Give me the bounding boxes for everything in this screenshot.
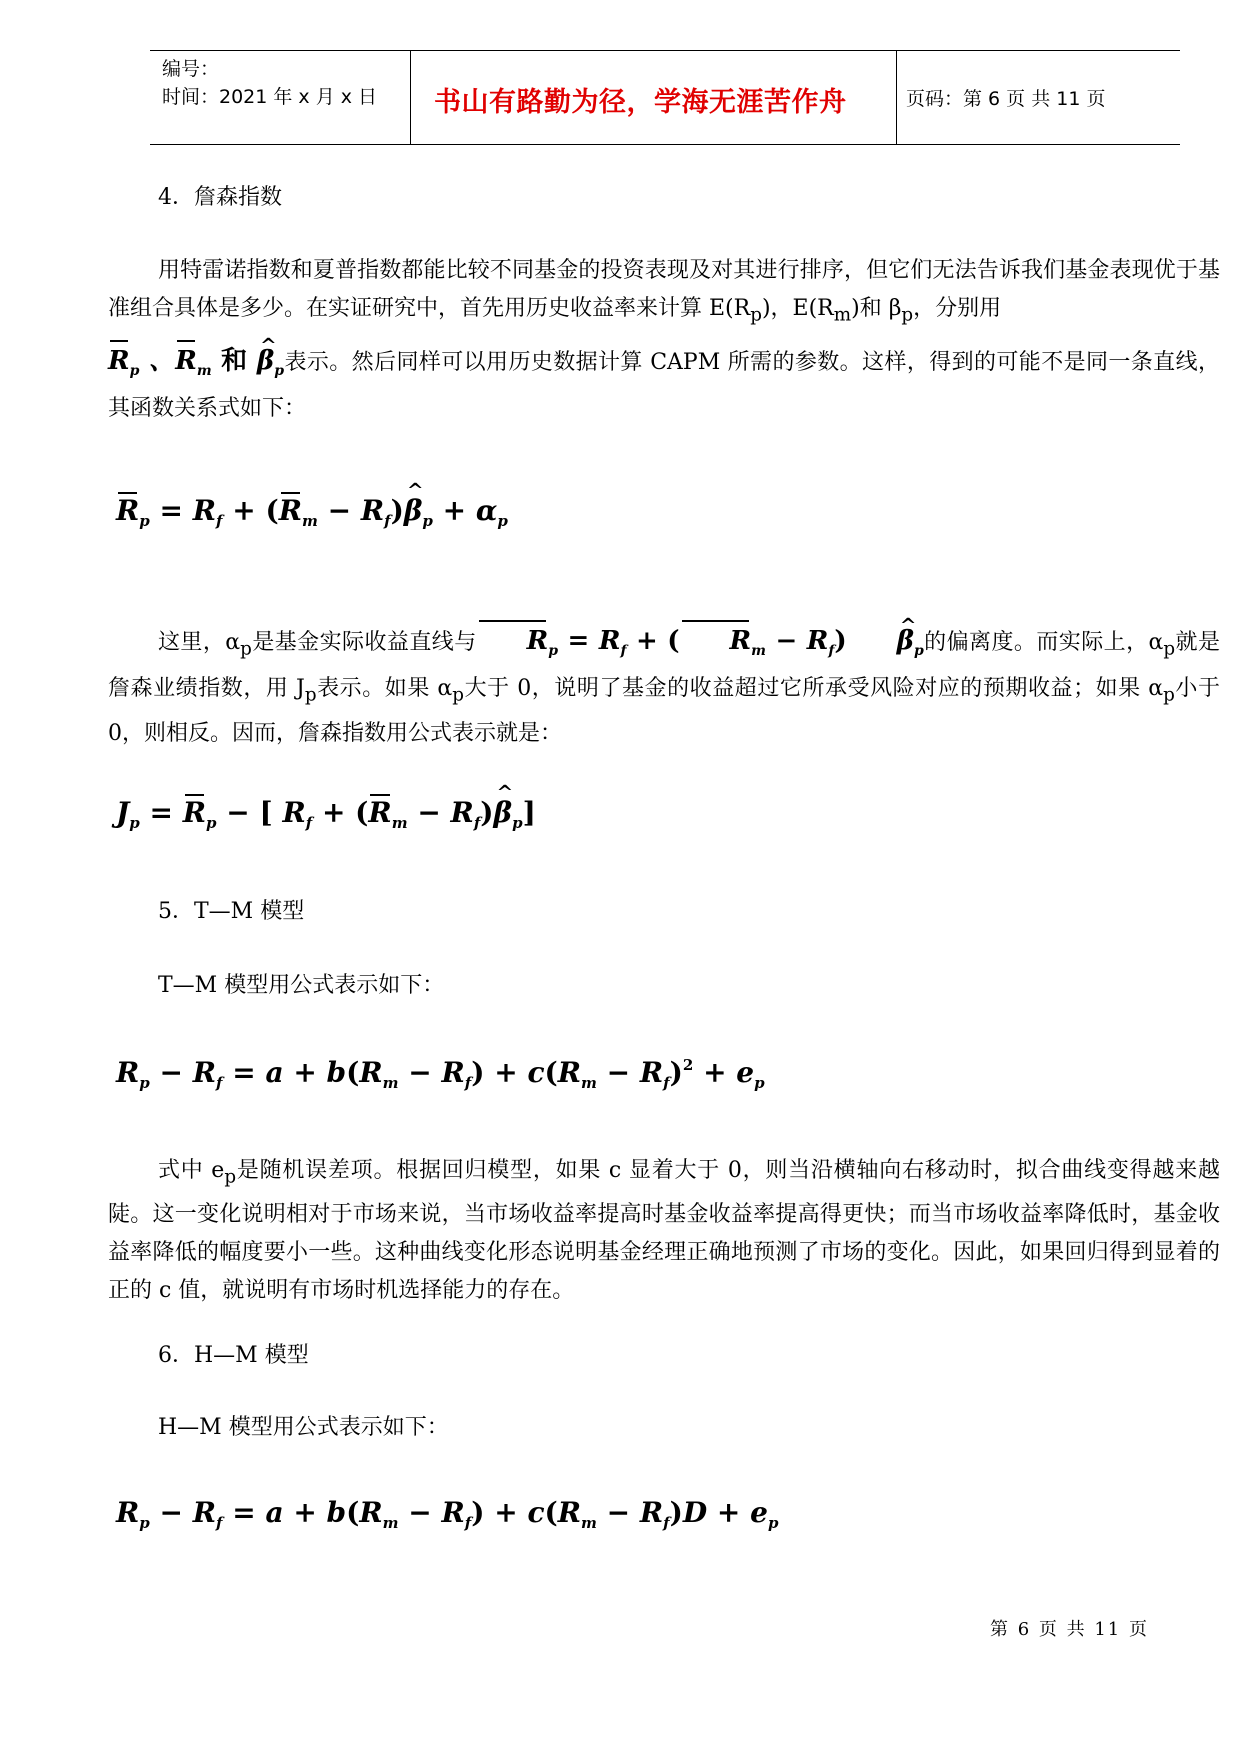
footer-page-number: 第 6 页 共 11 页: [990, 1619, 1149, 1640]
header-divider-right: [896, 50, 897, 144]
section-4-paragraph-1-cont: $R_p$ 、$R_m$ 和 ^ $\beta_p$表示。然后同样可以用历史数据计算 CAPM 所需的参数。这样，得到的可能不是同一条直线，其函数关系式如下：: [108, 342, 1220, 428]
header-page-label: 页码：第 6 页 共 11 页: [906, 88, 1106, 110]
equation-hm-model: $R_p - R_f = a + b(R_m - R_f) + c(R_m - R_f)D + e_p$: [116, 1496, 779, 1532]
section-4-title: 4．詹森指数: [158, 185, 282, 210]
header-bottom-rule: [150, 144, 1180, 145]
section-4-paragraph-2: 这里，$\alpha_p$是基金实际收益直线与 $R_p = R_f$ + ( $R_m$ − $R_f)\^{}$ $\beta_p$的偏离度。而实际上，$\alpha_p$就是詹森业绩指数，用 $J_p$表示。如果 $\alpha_p$大于 0，说明了基金的收益超过它所承受风险对应的预期收益；如果 $\alpha_p$小于 0，则相反。因而，詹森指数用公式表示就是：: [108, 622, 1220, 753]
section-6-title: 6．H—M 模型: [158, 1343, 309, 1368]
section-5-intro: T—M 模型用公式表示如下：: [158, 973, 445, 998]
section-6-intro: H—M 模型用公式表示如下：: [158, 1415, 449, 1440]
equation-tm-model: $R_p - R_f = a + b(R_m - R_f) + c(R_m - R_f)^2 + e_p$: [116, 1056, 765, 1092]
equation-capm-regression: $R_p = R_f + (R_m$ − $R_f)\^{}$ $\beta_p + \alpha_p$: [116, 494, 508, 530]
header-motto: 书山有路勤为径，学海无涯苦作舟: [434, 87, 847, 118]
header-time-label: 时间：2021 年 x 月 x 日: [162, 86, 378, 108]
section-5-paragraph: 式中 $e_p$是随机误差项。根据回归模型，如果 c 显着大于 0，则当沿横轴向右移动时，拟合曲线变得越来越陡。这一变化说明相对于市场来说，当市场收益率提高时基金收益率提高得更快；而当市场收益率降低时，基金收益率降低的幅度要小一些。这种曲线变化形态说明基金经理正确地预测了市场的变化。因此，如果回归得到显着的正的 c 值，就说明有市场时机选择能力的存在。: [108, 1158, 1220, 1304]
section-5-title: 5．T—M 模型: [158, 899, 305, 924]
header-top-rule: [150, 50, 1180, 51]
equation-jensen-index: $J_p = R_p$ − [ $R_f + (R_m$ − $R_f)\^{}$ $\beta_p$]: [116, 796, 536, 832]
section-4-paragraph-1: 用特雷诺指数和夏普指数都能比较不同基金的投资表现及对其进行排序，但它们无法告诉我们基金表现优于基准组合具体是多少。在实证研究中，首先用历史收益率来计算 $E(R_p)$，$E(R_m)$和 $\beta_p$，分别用: [108, 258, 1220, 326]
symbols-rp-rm-beta: $R_p$ 、$R_m$ 和 ^ $\beta_p$: [108, 346, 284, 376]
header-number-label: 编号：: [162, 58, 220, 80]
inline-equation-line: $R_p = R_f$ + ( $R_m$ − $R_f)\^{}$ $\beta_p$: [477, 626, 924, 656]
header-divider-left: [410, 50, 411, 144]
